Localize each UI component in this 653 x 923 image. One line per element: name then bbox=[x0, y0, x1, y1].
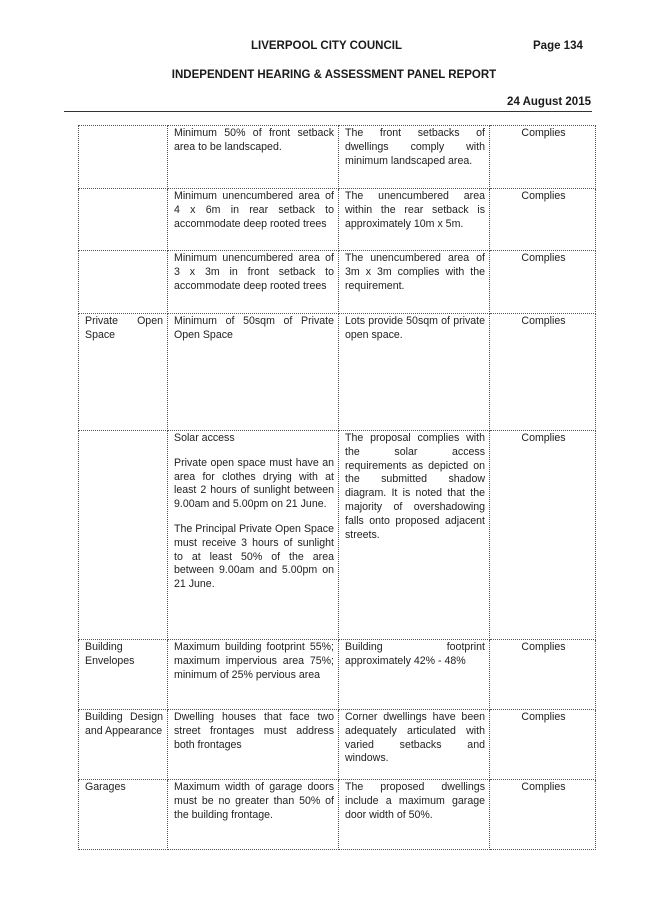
table-row bbox=[79, 251, 596, 314]
proposal-cell bbox=[339, 431, 490, 640]
report-title: INDEPENDENT HEARING & ASSESSMENT PANEL REPORT bbox=[171, 69, 497, 81]
proposal-paragraph: Building footprint approximately 42% - 48% bbox=[345, 641, 485, 667]
topic-cell bbox=[79, 431, 168, 640]
topic-cell: Private Open Space bbox=[79, 314, 168, 431]
control-paragraph: Minimum of 50sqm of Private Open Space bbox=[174, 315, 334, 341]
table-row bbox=[79, 189, 596, 251]
control-paragraph: Dwelling houses that face two street frontages must address both frontages bbox=[174, 711, 334, 751]
control-paragraph: Maximum width of garage doors must be no greater than 50% of the building frontage. bbox=[174, 781, 334, 821]
status-cell: Complies bbox=[490, 431, 596, 640]
topic-cell: Building Envelopes bbox=[79, 640, 168, 710]
proposal-paragraph: The front setbacks of dwellings comply with minimum landscaped area. bbox=[345, 127, 485, 167]
proposal-paragraph: The unencumbered area within the rear setback is approximately 10m x 5m. bbox=[345, 190, 485, 230]
control-cell bbox=[168, 710, 339, 780]
page-number: Page 134 bbox=[533, 40, 583, 52]
topic-cell: Building Design and Appearance bbox=[79, 710, 168, 780]
status-cell: Complies bbox=[490, 640, 596, 710]
table-row bbox=[79, 780, 596, 850]
table-row bbox=[79, 710, 596, 780]
table-row bbox=[79, 640, 596, 710]
control-paragraph: Maximum building footprint 55%; maximum impervious area 75%; minimum of 25% pervious area bbox=[174, 641, 334, 681]
proposal-cell bbox=[339, 251, 490, 314]
status-cell: Complies bbox=[490, 780, 596, 850]
control-paragraph: The Principal Private Open Space must receive 3 hours of sunlight to at least 50% of the area between 9.00am and 5.00pm on 21 June. bbox=[174, 522, 334, 591]
status-cell: Complies bbox=[490, 314, 596, 431]
control-cell bbox=[168, 431, 339, 640]
control-cell bbox=[168, 314, 339, 431]
control-cell bbox=[168, 640, 339, 710]
proposal-cell bbox=[339, 189, 490, 251]
control-cell bbox=[168, 189, 339, 251]
proposal-cell bbox=[339, 780, 490, 850]
control-paragraph: Solar access bbox=[174, 432, 235, 444]
topic-cell bbox=[79, 251, 168, 314]
proposal-cell bbox=[339, 126, 490, 189]
status-cell: Complies bbox=[490, 710, 596, 780]
status-cell: Complies bbox=[490, 251, 596, 314]
header-rule bbox=[64, 111, 592, 112]
topic-cell: Garages bbox=[79, 780, 168, 850]
control-cell bbox=[168, 251, 339, 314]
control-paragraph: Private open space must have an area for clothes drying with at least 2 hours of sunlight between 9.00am and 5.00pm on 21 June. bbox=[174, 456, 334, 511]
proposal-cell bbox=[339, 640, 490, 710]
topic-cell bbox=[79, 126, 168, 189]
compliance-table-body bbox=[79, 126, 596, 850]
proposal-paragraph: The proposed dwellings include a maximum garage door width of 50%. bbox=[345, 781, 485, 821]
proposal-paragraph: The unencumbered area of 3m x 3m complies with the requirement. bbox=[345, 252, 485, 292]
proposal-paragraph: Corner dwellings have been adequately articulated with varied setbacks and windows. bbox=[345, 711, 485, 765]
table-row bbox=[79, 126, 596, 189]
proposal-cell bbox=[339, 710, 490, 780]
proposal-paragraph: The proposal complies with the solar access requirements as depicted on the submitted shadow diagram. It is noted that the majority of overshadowing falls onto proposed adjacent streets. bbox=[345, 432, 485, 541]
council-name: LIVERPOOL CITY COUNCIL bbox=[250, 40, 402, 52]
control-paragraph: Minimum unencumbered area of 3 x 3m in front setback to accommodate deep rooted trees bbox=[174, 252, 334, 292]
report-date: 24 August 2015 bbox=[507, 96, 591, 108]
status-cell: Complies bbox=[490, 126, 596, 189]
control-paragraph: Minimum unencumbered area of 4 x 6m in rear setback to accommodate deep rooted trees bbox=[174, 190, 334, 230]
table-row bbox=[79, 431, 596, 640]
control-cell bbox=[168, 126, 339, 189]
control-paragraph: Minimum 50% of front setback area to be landscaped. bbox=[174, 127, 334, 153]
proposal-cell bbox=[339, 314, 490, 431]
table-row bbox=[79, 314, 596, 431]
control-cell bbox=[168, 780, 339, 850]
status-cell: Complies bbox=[490, 189, 596, 251]
topic-cell bbox=[79, 189, 168, 251]
compliance-table bbox=[78, 125, 596, 850]
proposal-paragraph: Lots provide 50sqm of private open space. bbox=[345, 315, 485, 341]
